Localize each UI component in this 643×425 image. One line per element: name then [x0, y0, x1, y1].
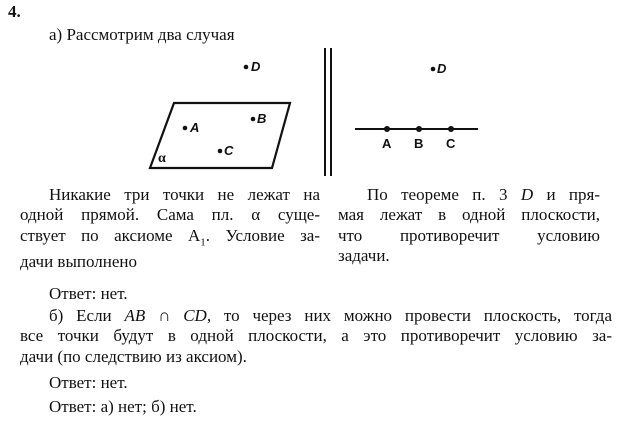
right-point-c-dot [448, 126, 454, 132]
plane-alpha-parallelogram [150, 103, 290, 168]
part-b-ab: AB [124, 306, 146, 325]
left-text-line-3 [20, 226, 320, 253]
part-b-answer: Ответ: нет. [49, 373, 128, 392]
left-column-text [20, 185, 320, 273]
part-b-line-1 [20, 306, 612, 326]
left-text-line-3a: ствует по аксиоме A [20, 225, 201, 245]
right-text-line-4: задачи. [338, 245, 390, 265]
final-answer: Ответ: а) нет; б) нет. [49, 397, 197, 416]
right-point-b-dot [416, 126, 422, 132]
point-a-label: A [190, 120, 200, 135]
point-d-label: D [251, 59, 261, 74]
right-point-c-label: C [446, 136, 456, 151]
left-text-line-1: Никакие три точки не лежат на [49, 185, 320, 204]
problem-number: 4. [8, 2, 21, 21]
point-b-label: B [257, 111, 267, 126]
plane-alpha-label: α [158, 151, 166, 166]
part-a-intro: а) Рассмотрим два случая [49, 25, 235, 44]
left-text-line-4: дачи выполнено [20, 252, 137, 272]
part-b-cd: CD [183, 306, 207, 325]
right-text-line-1a: По теореме п. 3 [367, 185, 521, 204]
right-point-b-label: B [414, 136, 424, 151]
point-c-label: C [224, 143, 234, 158]
right-text-line-1b: и пря- [533, 185, 600, 204]
right-column-text [338, 185, 600, 266]
axiom-subscript: 1 [200, 235, 206, 248]
plane-figure [150, 59, 290, 168]
point-b-dot [251, 117, 256, 122]
point-c-dot [218, 149, 223, 154]
right-point-d-dot [431, 67, 436, 72]
part-b-text [20, 306, 612, 367]
left-text-line-2: одной прямой. Сама пл. α суще- [20, 205, 320, 225]
part-b-intersect: ∩ [145, 306, 184, 325]
right-text-d: D [520, 185, 534, 204]
part-b-line-2: все точки будут в одной плоскости, а это противоречит условию за- [20, 326, 612, 346]
point-d-dot [244, 65, 249, 70]
line-figure [355, 61, 478, 151]
right-point-d-label: D [437, 61, 447, 76]
right-text-line-1 [338, 185, 600, 205]
part-a-answer: Ответ: нет. [49, 284, 128, 303]
right-point-a-dot [384, 126, 390, 132]
point-a-dot [183, 126, 188, 131]
part-b-line-3: дачи (по следствию из аксиом). [20, 346, 247, 366]
right-text-line-2: мая лежат в одной плоскости, [338, 205, 600, 225]
right-text-line-3: что противоречит условию [338, 225, 600, 245]
left-text-line-3b: . Условие за- [205, 225, 320, 245]
part-b-line-1a: б) Если [49, 306, 125, 325]
part-b-line-1b: , то через них можно провести плоскость, тогда [206, 306, 612, 325]
right-point-a-label: A [382, 136, 392, 151]
